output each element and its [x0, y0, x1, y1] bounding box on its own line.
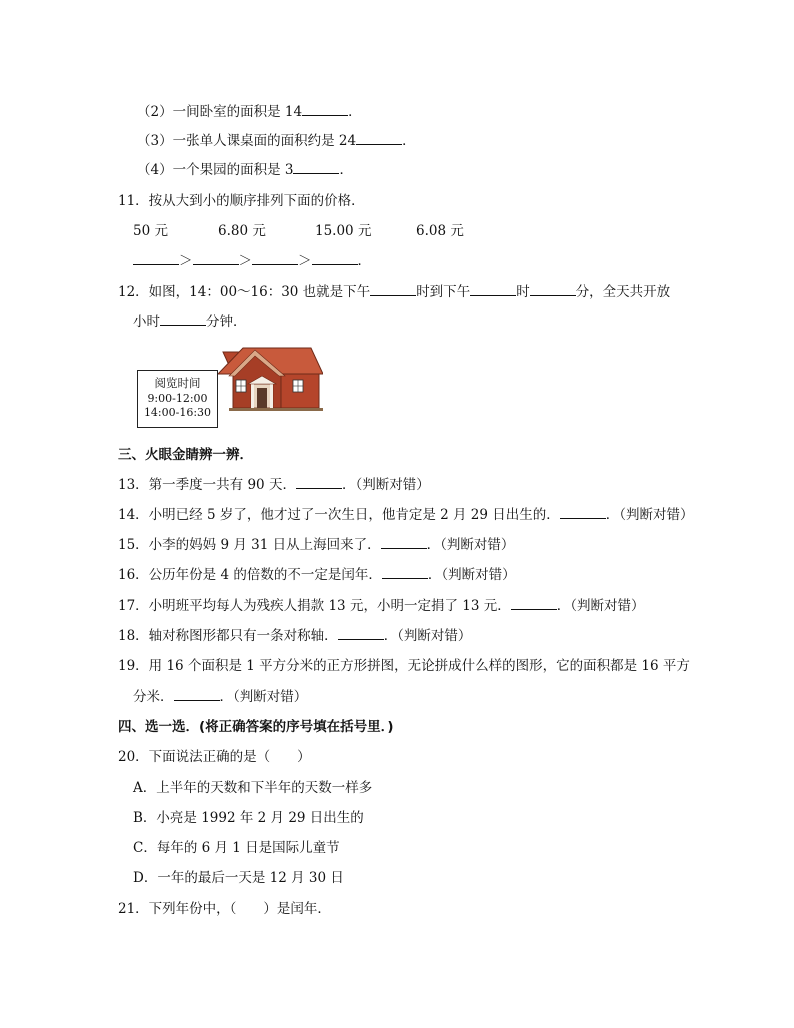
q18-text: 18．轴对称图形都只有一条对称轴． [118, 628, 338, 644]
q11-answer-row [133, 252, 371, 270]
q10-sub4-text: （4）一个果园的面积是 3 [137, 162, 294, 178]
section3-heading: 三、火眼金睛辨一辨． [118, 447, 253, 463]
section4-heading: 四、选一选．(将正确答案的序号填在括号里．) [118, 719, 394, 735]
price-item: 15.00 元 [315, 223, 372, 239]
q10-sub4 [137, 161, 353, 179]
answer-blank[interactable] [296, 476, 342, 489]
price-item: 6.08 元 [416, 223, 464, 239]
answer-blank[interactable] [560, 506, 606, 519]
q19-line1: 19．用 16 个面积是 1 平方分米的正方形拼图，无论拼成什么样的图形，它的面积都是 16 平方 [118, 658, 690, 674]
answer-blank[interactable] [338, 627, 384, 640]
answer-blank[interactable] [302, 103, 348, 116]
sign-morning-hours: 9:00-12:00 [147, 392, 208, 405]
q16-text: 16．公历年份是 4 的倍数的不一定是闰年． [118, 567, 382, 583]
greater-than-sign: ＞ [179, 253, 193, 269]
q20-option-d[interactable]: D．一年的最后一天是 12 月 30 日 [133, 870, 344, 886]
answer-blank[interactable] [511, 597, 557, 610]
q19-line2 [133, 688, 307, 706]
greater-than-sign: ＞ [298, 253, 312, 269]
judge-hint: ．（判断对错） [341, 477, 430, 493]
judge-hint: ．（判断对错） [605, 507, 694, 523]
answer-blank[interactable] [160, 313, 206, 326]
q12-line1 [118, 283, 670, 301]
q14-text: 14．小明已经 5 岁了，他才过了一次生日，他肯定是 2 月 29 日出生的． [118, 507, 560, 523]
price-item: 50 元 [133, 223, 168, 239]
q13-text: 13．第一季度一共有 90 天． [118, 477, 296, 493]
q12-text: 时到下午 [416, 284, 471, 300]
q20-option-b[interactable]: B．小亮是 1992 年 2 月 29 日出生的 [133, 810, 364, 826]
opening-hours-sign [137, 370, 218, 428]
period: ． [339, 162, 353, 178]
price-item: 6.80 元 [218, 223, 266, 239]
answer-blank[interactable] [470, 283, 516, 296]
q20-option-c[interactable]: C．每年的 6 月 1 日是国际儿童节 [133, 840, 340, 856]
q12-line2 [133, 313, 247, 331]
q14 [118, 506, 694, 524]
period: ． [402, 133, 416, 149]
answer-blank[interactable] [252, 252, 298, 265]
q10-sub3 [137, 132, 416, 150]
q12-text: 12．如图，14：00～16：30 也就是下午 [118, 284, 371, 300]
answer-blank[interactable] [133, 252, 179, 265]
q17 [118, 597, 644, 615]
answer-blank[interactable] [382, 566, 428, 579]
answer-blank[interactable] [530, 283, 576, 296]
q19-text: 分米． [133, 689, 174, 705]
q12-text: 分钟． [206, 314, 247, 330]
q13 [118, 476, 430, 494]
answer-blank[interactable] [370, 283, 416, 296]
judge-hint: ．（判断对错） [426, 537, 515, 553]
judge-hint: ．（判断对错） [556, 598, 645, 614]
sign-afternoon-hours: 14:00-16:30 [143, 406, 212, 419]
q16 [118, 566, 516, 584]
judge-hint: ．（判断对错） [383, 628, 472, 644]
answer-blank[interactable] [356, 132, 402, 145]
answer-blank[interactable] [293, 161, 339, 174]
q20-option-a[interactable]: A．上半年的天数和下半年的天数一样多 [133, 780, 373, 796]
q10-sub2-text: （2）一间卧室的面积是 14 [137, 104, 303, 120]
q12-text: 小时 [133, 314, 160, 330]
judge-hint: ．（判断对错） [427, 567, 516, 583]
sign-title: 阅览时间 [154, 376, 201, 390]
answer-blank[interactable] [193, 252, 239, 265]
q12-text: 分，全天共开放 [575, 284, 671, 300]
q10-sub2 [137, 103, 362, 121]
q12-text: 时 [516, 284, 530, 300]
answer-blank[interactable] [174, 688, 220, 701]
q11-title: 11．按从大到小的顺序排列下面的价格． [118, 193, 365, 209]
answer-blank[interactable] [312, 252, 358, 265]
period: ． [348, 104, 362, 120]
q18 [118, 627, 471, 645]
greater-than-sign: ＞ [238, 253, 252, 269]
q15-text: 15．小李的妈妈 9 月 31 日从上海回来了． [118, 537, 381, 553]
q10-sub3-text: （3）一张单人课桌面的面积约是 24 [137, 133, 357, 149]
judge-hint: ．（判断对错） [219, 689, 308, 705]
q15 [118, 536, 514, 554]
q17-text: 17．小明班平均每人为残疾人捐款 13 元，小明一定捐了 13 元． [118, 598, 511, 614]
q20: 20．下面说法正确的是（ ） [118, 749, 311, 765]
period: ． [357, 253, 371, 269]
answer-blank[interactable] [381, 536, 427, 549]
q21: 21．下列年份中，（ ）是闰年． [118, 901, 331, 917]
